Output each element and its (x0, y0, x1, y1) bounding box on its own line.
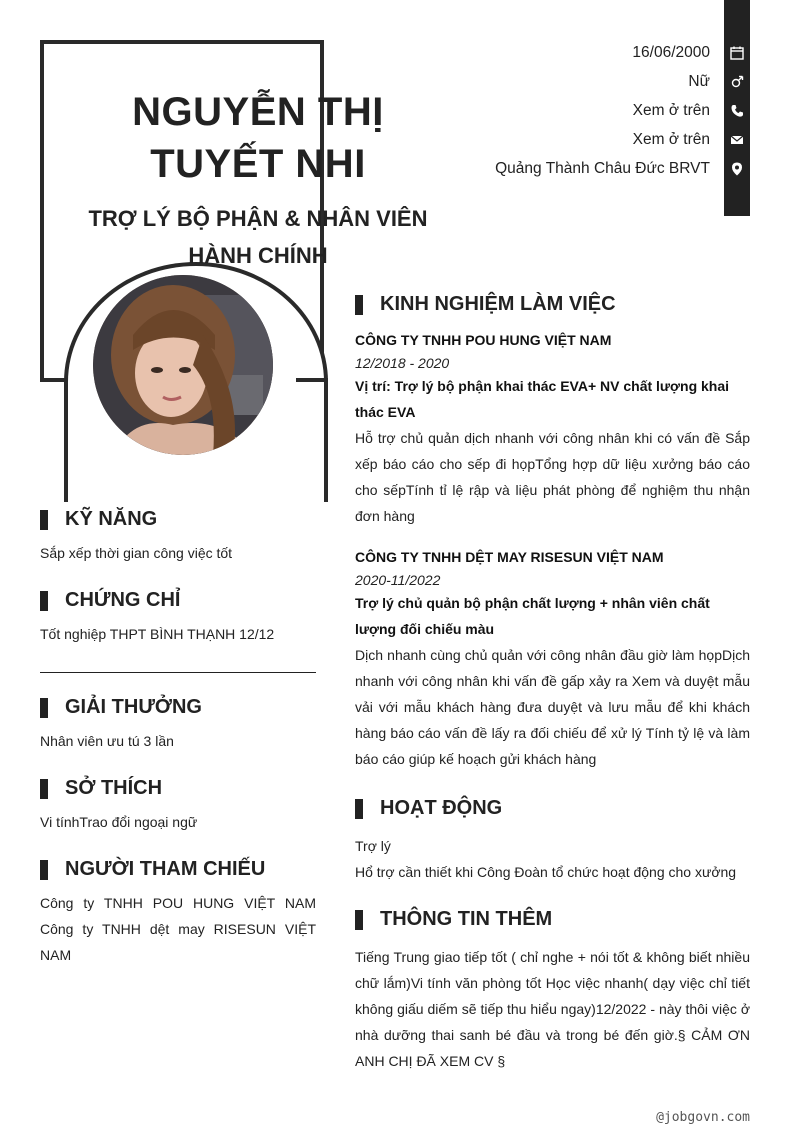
gender-text: Nữ (688, 72, 710, 90)
birthday-text: 16/06/2000 (632, 43, 710, 61)
job-description: Hỗ trợ chủ quản dịch nhanh với công nhân khi có vấn đề Sắp xếp báo cáo cho sếp đi họpTổng hợp dữ liệu xưởng báo cáo cho sếpTính tỉ lệ rập và liệu phát phòng để nghiệm thu nhận đơn hàng (355, 430, 750, 524)
address-text: Quảng Thành Châu Đức BRVT (495, 159, 710, 177)
heading-marker (355, 910, 363, 930)
skills-title: KỸ NĂNG (65, 508, 158, 530)
contact-address (370, 154, 750, 183)
heading-marker (40, 860, 48, 880)
job-entry (355, 327, 750, 529)
awards-text: Nhân viên ưu tú 3 lần (40, 733, 174, 749)
activities-text: Hổ trợ cần thiết khi Công Đoàn tổ chức hoạt động cho xưởng (355, 864, 737, 880)
heading-marker (40, 591, 48, 611)
activities-role: Trợ lý (355, 838, 391, 854)
heading-marker (40, 779, 48, 799)
job-position: Vị trí: Trợ lý bộ phận khai thác EVA+ NV chất lượng khai thác EVA (355, 378, 730, 420)
company-name: CÔNG TY TNHH POU HUNG VIỆT NAM (355, 332, 612, 348)
section-divider (40, 672, 316, 673)
hobbies-text: Vi tínhTrao đổi ngoại ngữ (40, 814, 198, 830)
awards-heading (40, 696, 202, 719)
references-heading (40, 858, 265, 881)
certificates-text: Tốt nghiệp THPT BÌNH THẠNH 12/12 (40, 626, 275, 642)
contact-phone (370, 96, 750, 125)
skills-heading (40, 508, 157, 531)
contact-birthday (370, 38, 750, 67)
experience-heading (355, 293, 616, 316)
full-name-line1: NGUYỄN THỊ (132, 90, 384, 134)
contact-list (370, 38, 750, 183)
job-title: TRỢ LÝ BỘ PHẬN & NHÂN VIÊN HÀNH CHÍNH (88, 206, 428, 268)
heading-marker (40, 510, 48, 530)
phone-icon (724, 104, 750, 118)
phone-text: Xem ở trên (632, 101, 710, 119)
contact-email (370, 125, 750, 154)
heading-marker (40, 698, 48, 718)
location-icon (724, 162, 750, 176)
company-name: CÔNG TY TNHH DỆT MAY RISESUN VIỆT NAM (355, 549, 664, 565)
job-entry (355, 544, 750, 772)
experience-title: KINH NGHIỆM LÀM VIỆC (380, 293, 616, 315)
mail-icon (724, 133, 750, 147)
hobbies-heading (40, 777, 162, 800)
job-position: Trợ lý chủ quản bộ phận chất lượng + nhân viên chất lượng đối chiếu màu (355, 595, 710, 637)
hobbies-title: SỞ THÍCH (65, 777, 163, 799)
frame-foot-right (296, 378, 328, 382)
certificates-title: CHỨNG CHỈ (65, 589, 181, 611)
additional-text: Tiếng Trung giao tiếp tốt ( chỉ nghe + nói tốt & không biết nhiều chữ lắm)Vi tính văn phòng tốt Học việc nhanh( dạy việc chỉ tiết không giấu diếm sẽ tiếp thu hiểu ngay)12/2022 - này thôi việc ở nhà dưỡng thai sanh bé đầu và trong bé đến giờ.§ CẢM ƠN ANH CHỊ ĐÃ XEM CV § (355, 949, 750, 1069)
job-period: 12/2018 - 2020 (355, 355, 450, 371)
job-description: Dịch nhanh cùng chủ quản với công nhân đầu giờ làm họpDịch nhanh với công nhân khi vấn đề gấp xảy ra Xem và duyệt mẫu vải với mẫu khách hàng đưa duyệt và lưu mẫu để khi khách hàng báo cáo vấn đề lấy ra đối chiếu để xử lý Tính tỷ lệ và làm báo cáo giúp kế hoạch gửi khách hàng (355, 647, 750, 767)
email-text: Xem ở trên (632, 130, 710, 148)
references-text: Công ty TNHH POU HUNG VIỆT NAM Công ty TNHH dệt may RISESUN VIỆT NAM (40, 895, 316, 963)
activities-heading (355, 797, 502, 820)
activities-title: HOẠT ĐỘNG (380, 797, 503, 819)
heading-marker (355, 799, 363, 819)
certificates-heading (40, 589, 180, 612)
full-name-line2: TUYẾT NHI (150, 142, 366, 186)
contact-gender (370, 67, 750, 96)
avatar (93, 275, 273, 455)
heading-marker (355, 295, 363, 315)
awards-title: GIẢI THƯỞNG (65, 696, 202, 718)
additional-title: THÔNG TIN THÊM (380, 908, 553, 930)
additional-heading (355, 908, 552, 931)
frame-foot-left (40, 378, 68, 382)
gender-icon (724, 75, 750, 89)
calendar-icon (724, 46, 750, 60)
footer-brand: @jobgovn.com (656, 1110, 750, 1125)
job-period: 2020-11/2022 (355, 572, 441, 588)
references-title: NGƯỜI THAM CHIẾU (65, 858, 266, 880)
skills-text: Sắp xếp thời gian công việc tốt (40, 545, 233, 561)
